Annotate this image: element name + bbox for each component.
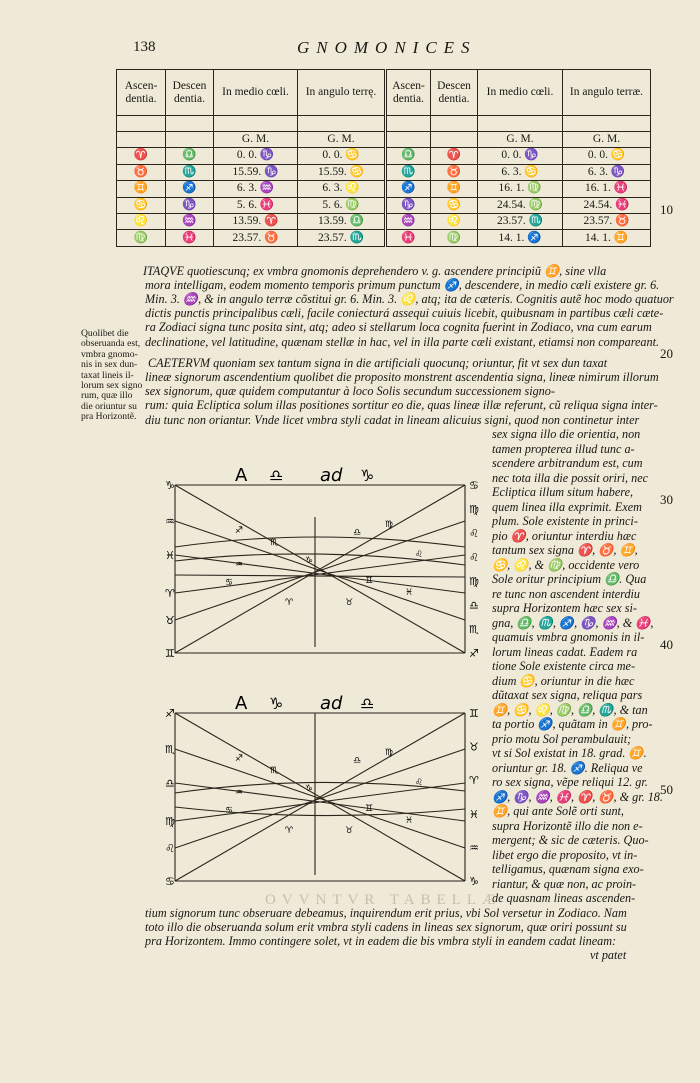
- para2-line: sex signorum, quæ quidem computantur à loco Solis secundum successionem signo-: [145, 384, 555, 398]
- para1-line: declinatione, vel latitudine, quænam stellæ in hac, vel in illa parte cæli existant, etiamsi non compareant.: [145, 335, 660, 349]
- inner-sign-label: ♒: [235, 560, 244, 570]
- inner-sign-label: ♓: [405, 816, 414, 826]
- table-cell: ♉: [431, 164, 478, 180]
- gm-label: G. M.: [298, 131, 386, 147]
- table-cell: ♉: [117, 164, 166, 180]
- column-line: tamen propterea illud tunc a-: [492, 441, 635, 456]
- header-cell: Descen dentia.: [166, 70, 214, 116]
- table-cell: 0. 0. ♋: [298, 148, 386, 164]
- column-line: supra Horizontẽ illo die non e-: [492, 818, 643, 833]
- diagram-title-ad: ad: [320, 693, 343, 714]
- table-cell: ♈: [431, 148, 478, 164]
- table-cell: ♎: [166, 148, 214, 164]
- left-sign-label: ♏: [165, 743, 175, 756]
- left-sign-label: ♓: [165, 549, 175, 562]
- header-cell: Ascen-dentia.: [386, 70, 431, 116]
- table-cell: ♑: [386, 197, 431, 213]
- table-cell: ♌: [117, 214, 166, 230]
- right-text-column: [492, 427, 663, 906]
- horologium-diagram-1: [165, 455, 487, 670]
- para1-line: ra Zodiaci signa tunc posita sint, atq; adeo si stellarum loca cognita fuerint in Zodiaco, vna cum earum: [145, 320, 652, 334]
- inner-sign-label: ♒: [235, 788, 244, 798]
- table-cell: 14. 1. ♐: [478, 230, 563, 247]
- column-line: vt si Sol existat in 18. grad. ♊.: [492, 746, 647, 760]
- right-sign-label: ♑: [469, 875, 479, 888]
- column-line: lorum lineas cadat. Eadem ra: [492, 644, 638, 659]
- column-line: oriuntur gr. 18. ♐. Reliqua ve: [492, 760, 643, 775]
- table-cell: 5. 6. ♍: [298, 197, 386, 213]
- para2-line: CAETERVM quoniam sex tantum signa in die artificiali quocunq; oriuntur, fit vt sex dun taxat: [148, 356, 608, 370]
- column-line: dium ♋, oriuntur in die hæc: [492, 673, 635, 688]
- column-line: quem linea illa exprimit. Exem: [492, 499, 642, 514]
- table-cell: 16. 1. ♍: [478, 181, 563, 197]
- table-cell: 14. 1. ♊: [563, 230, 651, 247]
- gm-label: G. M.: [563, 131, 651, 147]
- table-cell: 23.57. ♉: [563, 214, 651, 230]
- table-cell: 6. 3. ♌: [298, 181, 386, 197]
- column-line: tantum sex signa ♈, ♉, ♊,: [492, 543, 638, 557]
- table-row: [117, 197, 651, 213]
- line-number: 30: [660, 492, 673, 507]
- table-cell: ♑: [166, 197, 214, 213]
- gm-label: G. M.: [478, 131, 563, 147]
- diagram-title-sign: ♎: [360, 694, 375, 713]
- gm-label: G. M.: [214, 131, 298, 147]
- column-line: re tunc non ascendent interdiu: [492, 586, 641, 601]
- left-sign-label: ♊: [165, 647, 175, 660]
- line-number: 50: [660, 782, 673, 797]
- table-cell: 5. 6. ♓: [214, 197, 298, 213]
- column-line: mergent; & sic de cæteris. Quo-: [492, 833, 649, 847]
- table-cell: ♏: [386, 164, 431, 180]
- table-body: [117, 148, 651, 247]
- final-line: tium signorum tunc obseruare debeamus, inquirendum erit prius, vbi Sol versetur in Zodiaco. Nam: [145, 906, 627, 920]
- left-sign-label: ♐: [165, 707, 175, 720]
- column-line: dũtaxat sex signa, reliqua pars: [492, 688, 643, 702]
- line-number: 40: [660, 637, 673, 652]
- table-cell: ♋: [431, 197, 478, 213]
- inner-sign-label: ♈: [285, 826, 294, 836]
- inner-sign-label: ♉: [345, 826, 354, 836]
- inner-sign-label: ♓: [405, 588, 414, 598]
- bleed-through-text: OVVNTVR TABELLÆ: [265, 892, 502, 908]
- right-sign-label: ♏: [469, 623, 479, 636]
- table-cell: 0. 0. ♑: [214, 148, 298, 164]
- left-sign-label: ♑: [165, 479, 175, 492]
- ascension-table: [116, 69, 651, 247]
- right-sign-label: ♓: [469, 807, 479, 821]
- para2-line: rum: quia Ecliptica solum illas positiones sortitur eo die, quas lineæ illæ referunt, cũ reliqua signa inter-: [145, 398, 658, 412]
- left-sign-label: ♌: [165, 842, 175, 855]
- table-cell: 23.57. ♏: [478, 214, 563, 230]
- inner-sign-label: ♉: [345, 598, 354, 608]
- table-cell: ♌: [431, 214, 478, 230]
- table-cell: ♍: [117, 230, 166, 247]
- inner-sign-label: ♋: [225, 578, 234, 588]
- diagram-title-sign: ♑: [360, 466, 375, 485]
- table-row: [117, 214, 651, 230]
- inner-sign-label: ♐: [235, 754, 244, 764]
- final-line: toto illo die obseruanda solum erit vmbra styli cadens in lineas sex signorum, quæ oriri possunt su: [145, 920, 627, 934]
- marginal-note: Quolibet die obseruanda est, vmbra gnomo- nis in sex dun- taxat lineis il- lorum sex signo rum, quæ illo die oriuntur su pra Horizontẽ.: [81, 328, 143, 423]
- table-cell: ♐: [386, 181, 431, 197]
- table-cell: ♓: [166, 230, 214, 247]
- para2-line: diu tunc non oriantur. Vnde licet vmbra styli cadat in lineam alicuius signi, quod non continetur inter: [145, 413, 640, 427]
- column-line: ♋, ♌, & ♍, occidente vero: [492, 557, 640, 572]
- table-cell: ♊: [117, 181, 166, 197]
- column-line: ta portio ♐, quãtam in ♊, pro-: [492, 717, 653, 731]
- final-line: pra Horizontem. Immo contingere solet, vt in eadem die bis vmbra styli in eandem cadat lineam:: [145, 934, 617, 948]
- header-cell: Descen dentia.: [431, 70, 478, 116]
- header-cell: Ascen-dentia.: [117, 70, 166, 116]
- inner-sign-label: ♊: [365, 804, 374, 814]
- column-line: gna, ♎, ♏, ♐, ♑, ♒, & ♓,: [492, 615, 654, 630]
- column-line: sex signa illo die orientia, non: [492, 427, 641, 441]
- table-cell: 6. 3. ♑: [563, 164, 651, 180]
- inner-sign-label: ♎: [353, 756, 362, 766]
- column-line: ♊, qui ante Solẽ orti sunt,: [492, 804, 624, 818]
- table-row: [117, 230, 651, 247]
- column-line: de quasnam lineas ascenden-: [492, 891, 636, 905]
- inner-sign-label: ♋: [225, 806, 234, 816]
- running-title: GNOMONICES: [297, 38, 477, 57]
- inner-sign-label: ♍: [385, 520, 394, 530]
- inner-sign-label: ♍: [385, 748, 394, 758]
- column-line: libet ergo die proposito, vt in-: [492, 847, 638, 862]
- column-line: riantur, & quæ non, ac proin-: [492, 876, 637, 891]
- catchword: vt patet: [590, 948, 627, 962]
- table-cell: 23.57. ♉: [214, 230, 298, 247]
- table-row: [117, 181, 651, 197]
- column-line: ro sex signa, vẽpe reliqui 12. gr.: [492, 775, 648, 789]
- page-number: 138: [133, 39, 156, 55]
- table-cell: ♒: [166, 214, 214, 230]
- table-cell: 13.59. ♈: [214, 214, 298, 230]
- table-row: [117, 164, 651, 180]
- column-line: ♊, ♋, ♌, ♍, ♎, ♏, & tan: [492, 702, 648, 717]
- column-line: supra Horizontem hæc sex si-: [492, 601, 637, 615]
- table-row: [117, 148, 651, 164]
- column-line: scendere arbitrandum est, cum: [492, 456, 643, 470]
- right-sign-label: ♒: [469, 841, 479, 855]
- right-sign-label: ♊: [469, 707, 479, 720]
- table-cell: 0. 0. ♋: [563, 148, 651, 164]
- table-cell: 16. 1. ♓: [563, 181, 651, 197]
- header-cell: In medio cœli.: [478, 70, 563, 116]
- diagram-title-sign: ♑: [269, 694, 284, 713]
- header-cell: In angulo terrę.: [298, 70, 386, 116]
- table-cell: 6. 3. ♋: [478, 164, 563, 180]
- table-cell: ♎: [386, 148, 431, 164]
- para1-line: ITAQVE quotiescunq; ex vmbra gnomonis deprehendero v. g. ascendere principiũ ♊, sine vlla: [143, 264, 607, 278]
- inner-sign-label: ♏: [270, 766, 279, 776]
- header-cell: In angulo terræ.: [563, 70, 651, 116]
- table-cell: 24.54. ♓: [563, 197, 651, 213]
- table-cell: ♐: [166, 181, 214, 197]
- diagram-title-a: A: [235, 693, 248, 714]
- table-cell: ♋: [117, 197, 166, 213]
- left-sign-label: ♍: [165, 815, 175, 828]
- right-sign-label: ♋: [469, 479, 479, 492]
- column-line: quamuis vmbra gnomonis in il-: [492, 630, 645, 644]
- inner-sign-label: ♑: [305, 784, 314, 794]
- diagram-title-ad: ad: [320, 465, 343, 486]
- left-sign-label: ♋: [165, 875, 175, 888]
- para1-line: Min. 3. ♒, & in angulo terræ cõstitui gr. 6. Min. 3. ♌, atq; ita de cæteris. Cognitis autẽ hoc modo quatuor: [145, 292, 674, 306]
- inner-sign-label: ♈: [285, 598, 294, 608]
- column-line: pio ♈, oriuntur interdiu hæc: [492, 528, 637, 543]
- header-cell: In medio cœli.: [214, 70, 298, 116]
- right-sign-label: ♌: [469, 551, 479, 564]
- column-line: ♐, ♑, ♒, ♓, ♈, ♉, & gr. 18.: [492, 789, 663, 804]
- line-number: 10: [660, 202, 673, 217]
- column-line: tione Sole existente circa me-: [492, 659, 636, 673]
- inner-sign-label: ♏: [270, 538, 279, 548]
- table-cell: 6. 3. ♒: [214, 181, 298, 197]
- inner-sign-label: ♌: [415, 550, 424, 560]
- diagram-title-a: A: [235, 465, 248, 486]
- table-cell: 24.54. ♍: [478, 197, 563, 213]
- inner-sign-label: ♐: [235, 526, 244, 536]
- table-cell: ♏: [166, 164, 214, 180]
- inner-sign-label: ♊: [365, 576, 374, 586]
- inner-sign-label: ♑: [305, 556, 314, 566]
- table-cell: ♒: [386, 214, 431, 230]
- table-cell: ♓: [386, 230, 431, 247]
- diagram-title-sign: ♎: [269, 466, 284, 485]
- column-line: plum. Sole existente in princi-: [492, 514, 638, 528]
- right-sign-label: ♍: [469, 575, 479, 588]
- column-line: nec tota illa die possit oriri, nec: [492, 470, 649, 485]
- right-sign-label: ♍: [469, 503, 479, 516]
- left-sign-label: ♒: [165, 515, 175, 528]
- column-line: telligamus, quænam signa exo-: [492, 862, 644, 876]
- right-sign-label: ♎: [469, 599, 479, 612]
- right-sign-label: ♉: [469, 740, 479, 754]
- left-sign-label: ♎: [165, 777, 175, 790]
- left-sign-label: ♉: [165, 614, 175, 627]
- left-sign-label: ♈: [165, 587, 175, 600]
- column-line: Ecliptica illum situm habere,: [492, 485, 634, 499]
- inner-sign-label: ♌: [415, 778, 424, 788]
- para2-line: lineæ signorum ascendentium quolibet die proposito monstrent ascendentia signa, lineæ nimirum illorum: [145, 370, 659, 384]
- horologium-diagram-2: [165, 683, 487, 898]
- para1-line: dictis punctis principalibus cæli, facile coniecturá assequi cuiuis licebit, quibusnam in partibus cæli cæte-: [145, 306, 664, 320]
- table-cell: ♈: [117, 148, 166, 164]
- table-cell: 13.59. ♎: [298, 214, 386, 230]
- table-cell: ♍: [431, 230, 478, 247]
- table-cell: 15.59. ♋: [298, 164, 386, 180]
- line-number: 20: [660, 346, 673, 361]
- right-sign-label: ♈: [469, 774, 479, 788]
- para1-line: mora intelligam, eodem momento temporis primum punctum ♐, descendere, in medio cæli existere gr. 6.: [145, 278, 660, 292]
- table-cell: 23.57. ♏: [298, 230, 386, 247]
- right-sign-label: ♐: [469, 647, 479, 660]
- column-line: prio motu Sol perambulauit;: [492, 731, 632, 746]
- right-sign-label: ♌: [469, 527, 479, 540]
- table-cell: 0. 0. ♑: [478, 148, 563, 164]
- table-cell: ♊: [431, 181, 478, 197]
- column-line: Sole oritur principium ♎. Qua: [492, 572, 647, 586]
- table-cell: 15.59. ♑: [214, 164, 298, 180]
- inner-sign-label: ♎: [353, 528, 362, 538]
